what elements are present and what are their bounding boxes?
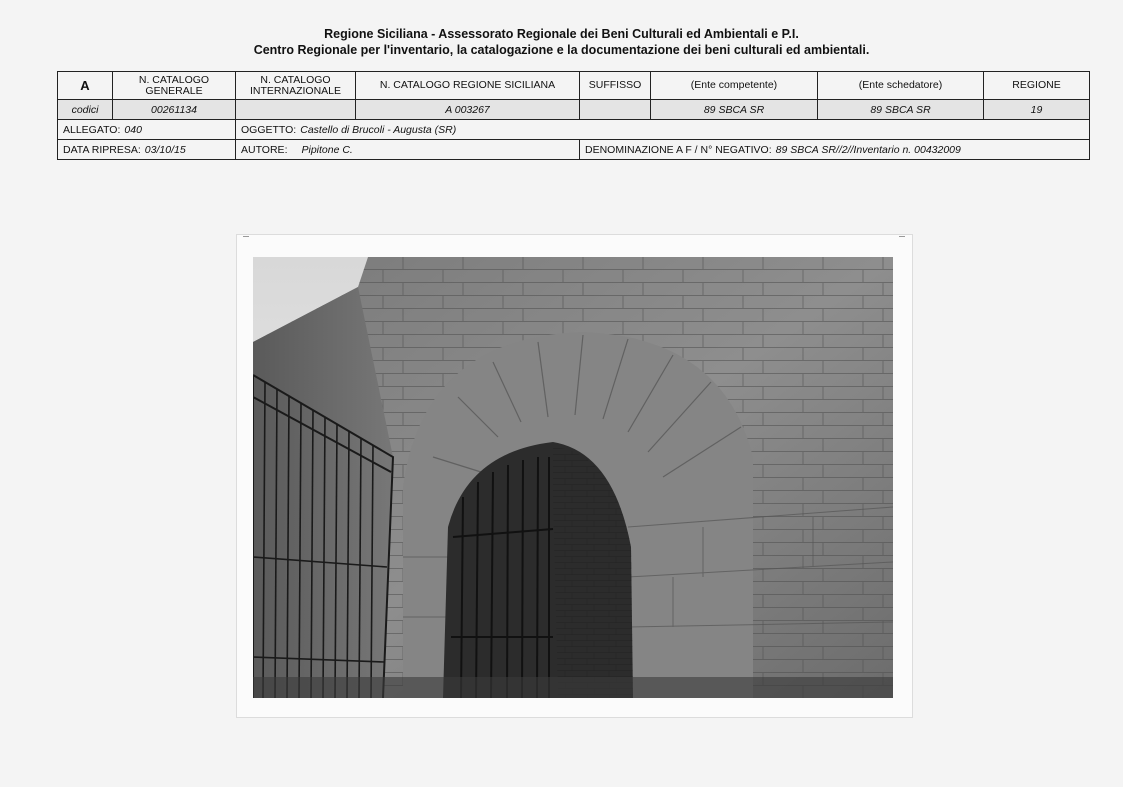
codici-cat-internazionale (236, 100, 356, 120)
denominazione-label: DENOMINAZIONE A F / N° NEGATIVO: (585, 143, 772, 156)
castle-gate-photo (253, 257, 893, 698)
data-ripresa-cell (58, 140, 236, 160)
oggetto-value: Castello di Brucoli - Augusta (SR) (300, 123, 457, 136)
allegato-label: ALLEGATO: (63, 123, 121, 136)
codici-label: codici (58, 100, 113, 120)
castle-gate-illustration (253, 257, 893, 698)
header-regione: REGIONE (984, 72, 1090, 100)
autore-label: AUTORE: (241, 143, 288, 156)
document-header (0, 26, 1123, 58)
photo-print (236, 234, 913, 718)
allegato-cell (58, 120, 236, 140)
header-cat-regione: N. CATALOGO REGIONE SICILIANA (356, 72, 580, 100)
catalog-table (57, 71, 1090, 160)
table-header-row (58, 72, 1090, 100)
codici-regione: 19 (984, 100, 1090, 120)
autore-cell (236, 140, 580, 160)
denominazione-value: 89 SBCA SR//2//Inventario n. 00432009 (775, 143, 961, 156)
oggetto-label: OGGETTO: (241, 123, 297, 136)
oggetto-cell (236, 120, 1090, 140)
data-ripresa-label: DATA RIPRESA: (63, 143, 141, 156)
codici-cat-generale: 00261134 (113, 100, 236, 120)
header-ente-competente: (Ente competente) (651, 72, 818, 100)
codici-suffisso (580, 100, 651, 120)
codici-cat-regione: A 003267 (356, 100, 580, 120)
header-cat-internazionale: N. CATALOGO INTERNAZIONALE (236, 72, 356, 100)
allegato-row (58, 120, 1090, 140)
codici-ente-competente: 89 SBCA SR (651, 100, 818, 120)
data-ripresa-row (58, 140, 1090, 160)
header-line-2: Centro Regionale per l'inventario, la catalogazione e la documentazione dei beni culturali ed ambientali. (253, 43, 870, 57)
codici-ente-schedatore: 89 SBCA SR (818, 100, 984, 120)
section-letter: A (58, 72, 113, 100)
frame-mark (899, 236, 905, 237)
allegato-value: 040 (124, 123, 142, 136)
denominazione-cell (580, 140, 1090, 160)
data-ripresa-value: 03/10/15 (144, 143, 186, 156)
header-cat-generale: N. CATALOGO GENERALE (113, 72, 236, 100)
header-line-1: Regione Siciliana - Assessorato Regionale dei Beni Culturali ed Ambientali e P.I. (324, 27, 799, 41)
codici-row (58, 100, 1090, 120)
header-ente-schedatore: (Ente schedatore) (818, 72, 984, 100)
frame-mark (243, 236, 249, 237)
header-suffisso: SUFFISSO (580, 72, 651, 100)
autore-value: Pipitone C. (301, 143, 353, 156)
